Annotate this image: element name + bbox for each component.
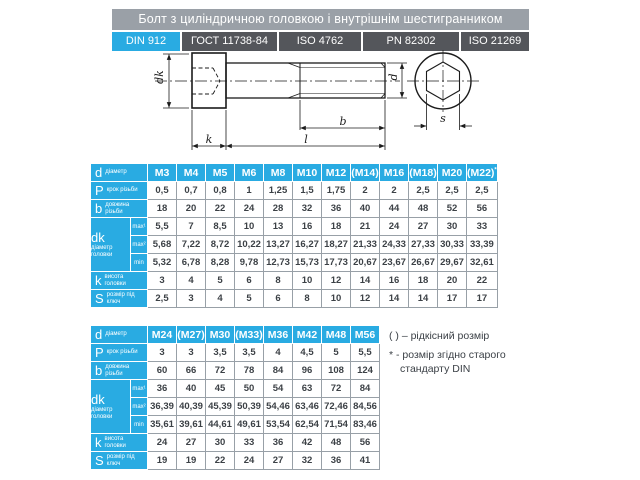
value-cell: 39,61 (177, 416, 206, 434)
value-cell: 78 (235, 362, 264, 380)
value-cell: 8,72 (206, 236, 235, 254)
standard-cell: ГОСТ 11738-84 (182, 32, 277, 51)
value-cell: 2 (380, 182, 409, 200)
size-label: M56 (354, 328, 376, 341)
size-header-cell (148, 164, 177, 182)
value-cell: 32 (293, 200, 322, 218)
value-cell: 24 (148, 434, 177, 452)
value-cell: 10 (322, 290, 351, 308)
value-cell: 28 (264, 200, 293, 218)
value-cell: 21 (351, 218, 380, 236)
row-letter: P (95, 183, 104, 198)
row-sublabel: діаметр головки (91, 406, 113, 420)
value-cell: 20 (438, 272, 467, 290)
value-cell: 22 (467, 272, 498, 290)
value-cell: 16 (293, 218, 322, 236)
row-label (91, 184, 147, 197)
row-label-cell (91, 290, 148, 308)
value-cell: 24 (235, 452, 264, 470)
value-cell: 4 (206, 290, 235, 308)
value-cell: 35,61 (148, 416, 177, 434)
row-sublabel: висота головки (104, 435, 126, 449)
size-header-cell (235, 326, 264, 344)
dim-label-l: l (304, 133, 308, 146)
value-cell: 12,73 (264, 254, 293, 272)
value-cell: 19 (148, 452, 177, 470)
size-header-cell (206, 326, 235, 344)
value-cell: 16,27 (293, 236, 322, 254)
row-label (91, 454, 147, 468)
value-cell: 23,67 (380, 254, 409, 272)
value-cell: 44 (380, 200, 409, 218)
row-letter: dk (91, 229, 105, 245)
size-label: M6 (241, 166, 257, 179)
size-header-cell (148, 326, 177, 344)
row-letter: d (95, 327, 103, 342)
value-cell: 72 (206, 362, 235, 380)
value-cell: 56 (351, 434, 380, 452)
row-label-cell (91, 326, 148, 344)
row-label-cell (91, 218, 131, 272)
value-cell: 18,27 (322, 236, 351, 254)
value-cell: 7,22 (177, 236, 206, 254)
size-label: M8 (270, 166, 286, 179)
size-label: M3 (154, 166, 170, 179)
value-cell: 40 (177, 380, 206, 398)
value-cell: 3 (177, 290, 206, 308)
value-cell: 15,73 (293, 254, 322, 272)
value-cell: 27 (177, 434, 206, 452)
dk-subrow-label: max¹ (131, 380, 148, 398)
dim-label-s: s (440, 112, 446, 125)
row-label-cell (91, 362, 148, 380)
row-label-cell (91, 164, 148, 182)
size-label: M10 (296, 166, 318, 179)
dim-label-d: d (387, 73, 400, 81)
value-cell: 2,5 (467, 182, 498, 200)
value-cell: 45 (206, 380, 235, 398)
row-label (91, 346, 147, 359)
value-cell: 4 (177, 272, 206, 290)
row-label-cell (91, 452, 148, 470)
value-cell: 0,7 (177, 182, 206, 200)
row-sublabel: діаметр головки (91, 244, 113, 258)
size-header-cell (351, 326, 380, 344)
size-header-cell (351, 164, 380, 182)
legend (389, 329, 557, 382)
value-cell: 3 (148, 272, 177, 290)
value-cell: 8 (264, 272, 293, 290)
value-cell: 29,67 (438, 254, 467, 272)
value-cell: 48 (409, 200, 438, 218)
value-cell: 54,46 (264, 398, 293, 416)
value-cell: 66 (177, 362, 206, 380)
value-cell: 2 (351, 182, 380, 200)
value-cell: 27 (264, 452, 293, 470)
value-cell: 27 (409, 218, 438, 236)
size-note: * (494, 167, 497, 173)
size-label: (M22) (467, 166, 495, 179)
value-cell: 27,33 (409, 236, 438, 254)
row-sublabel: діаметр (105, 331, 127, 338)
dk-subrow-label: min (131, 416, 148, 434)
value-cell: 33 (235, 434, 264, 452)
value-cell: 42 (293, 434, 322, 452)
value-cell: 14 (380, 290, 409, 308)
value-cell: 60 (148, 362, 177, 380)
value-cell: 17 (438, 290, 467, 308)
row-label (91, 328, 147, 341)
value-cell: 5,5 (148, 218, 177, 236)
value-cell: 33,39 (467, 236, 498, 254)
size-label: M48 (325, 328, 347, 341)
value-cell: 84 (264, 362, 293, 380)
value-cell: 36 (148, 380, 177, 398)
value-cell: 0,8 (206, 182, 235, 200)
value-cell: 72 (322, 380, 351, 398)
size-header-cell (264, 326, 293, 344)
value-cell: 2,5 (438, 182, 467, 200)
row-label-cell (91, 200, 148, 218)
value-cell: 40 (351, 200, 380, 218)
size-label: M36 (267, 328, 289, 341)
size-label: M24 (151, 328, 173, 341)
value-cell: 50,39 (235, 398, 264, 416)
value-cell: 84 (351, 380, 380, 398)
size-header-cell (293, 164, 322, 182)
size-header-cell (235, 164, 264, 182)
value-cell: 13,27 (264, 236, 293, 254)
value-cell: 22 (206, 452, 235, 470)
row-sublabel: розмір під ключ (106, 291, 135, 305)
bolt-drawing (85, 50, 555, 162)
row-label (91, 274, 147, 288)
value-cell: 32 (293, 452, 322, 470)
size-label: M42 (296, 328, 318, 341)
value-cell: 1,25 (264, 182, 293, 200)
size-header-cell (322, 164, 351, 182)
value-cell: 32,61 (467, 254, 498, 272)
value-cell: 124 (351, 362, 380, 380)
row-label (91, 436, 147, 450)
value-cell: 20,67 (351, 254, 380, 272)
row-letter: dk (91, 391, 105, 407)
value-cell: 71,54 (322, 416, 351, 434)
value-cell: 54 (264, 380, 293, 398)
value-cell: 45,39 (206, 398, 235, 416)
value-cell: 19 (177, 452, 206, 470)
product-header (112, 9, 529, 51)
value-cell: 96 (293, 362, 322, 380)
value-cell: 18 (148, 200, 177, 218)
value-cell: 62,54 (293, 416, 322, 434)
value-cell: 24,33 (380, 236, 409, 254)
value-cell: 21,33 (351, 236, 380, 254)
value-cell: 36 (322, 452, 351, 470)
dim-label-k: k (205, 133, 213, 146)
value-cell: 5 (206, 272, 235, 290)
value-cell: 6,78 (177, 254, 206, 272)
value-cell: 12 (322, 272, 351, 290)
page-title: Болт з циліндричною головкою і внутрішнім шестигранником (112, 9, 529, 30)
value-cell: 41 (351, 452, 380, 470)
dk-subrow-label: max² (131, 398, 148, 416)
value-cell: 13 (264, 218, 293, 236)
value-cell: 4 (264, 344, 293, 362)
bolt-shaft (226, 63, 385, 98)
value-cell: 72,46 (322, 398, 351, 416)
value-cell: 33 (467, 218, 498, 236)
value-cell: 24 (235, 200, 264, 218)
value-cell: 18 (409, 272, 438, 290)
row-label (91, 166, 147, 179)
size-label: M4 (183, 166, 199, 179)
value-cell: 49,61 (235, 416, 264, 434)
row-sublabel: довжина різьби (105, 201, 130, 215)
row-letter: d (95, 165, 103, 180)
value-cell: 36 (322, 200, 351, 218)
row-letter: P (95, 345, 104, 360)
size-header-cell (380, 164, 409, 182)
standard-cell: ISO 21269 (461, 32, 529, 51)
value-cell: 3,5 (235, 344, 264, 362)
size-label: M30 (209, 328, 231, 341)
value-cell: 8,28 (206, 254, 235, 272)
row-label-cell (91, 272, 148, 290)
value-cell: 17 (467, 290, 498, 308)
value-cell: 4,5 (293, 344, 322, 362)
value-cell: 10 (235, 218, 264, 236)
value-cell: 7 (177, 218, 206, 236)
row-label (91, 292, 147, 306)
value-cell: 22 (206, 200, 235, 218)
value-cell: 30 (206, 434, 235, 452)
row-sublabel: розмір під ключ (106, 453, 135, 467)
value-cell: 2,5 (148, 290, 177, 308)
value-cell: 10,22 (235, 236, 264, 254)
size-header-cell (177, 164, 206, 182)
row-sublabel: діаметр (105, 169, 127, 176)
size-label: M20 (441, 166, 463, 179)
standard-cell: ISO 4762 (279, 32, 361, 51)
value-cell: 36 (264, 434, 293, 452)
value-cell: 17,73 (322, 254, 351, 272)
value-cell: 30 (438, 218, 467, 236)
value-cell: 108 (322, 362, 351, 380)
value-cell: 6 (264, 290, 293, 308)
size-label: (M33) (235, 328, 263, 341)
value-cell: 12 (351, 290, 380, 308)
value-cell: 3 (148, 344, 177, 362)
row-label-cell (91, 182, 148, 200)
value-cell: 40,39 (177, 398, 206, 416)
size-label: (M14) (351, 166, 379, 179)
value-cell: 83,46 (351, 416, 380, 434)
row-label-cell (91, 344, 148, 362)
size-header-cell (293, 326, 322, 344)
size-header-cell (206, 164, 235, 182)
size-label: (M27) (177, 328, 205, 341)
standards-row (112, 32, 529, 51)
size-label: (M18) (409, 166, 437, 179)
legend-item: ( ) – рідкісний розмір (389, 330, 490, 342)
dim-label-dk: dk (153, 70, 166, 84)
size-table-large (90, 325, 380, 470)
value-cell: 18 (322, 218, 351, 236)
value-cell: 1 (235, 182, 264, 200)
legend-item: * - розмір згідно старого стандарту DIN (389, 349, 506, 376)
value-cell: 56 (467, 200, 498, 218)
size-header-cell (177, 326, 206, 344)
value-cell: 10 (293, 272, 322, 290)
row-letter: S (95, 291, 104, 306)
size-label: M16 (383, 166, 405, 179)
value-cell: 8 (293, 290, 322, 308)
row-letter: b (95, 363, 103, 378)
value-cell: 5 (235, 290, 264, 308)
size-header-cell (438, 164, 467, 182)
size-header-cell (322, 326, 351, 344)
value-cell: 8,5 (206, 218, 235, 236)
row-sublabel: довжина різьби (105, 363, 130, 377)
size-header-cell (264, 164, 293, 182)
value-cell: 63 (293, 380, 322, 398)
size-header-cell (467, 164, 498, 182)
row-label-cell (91, 434, 148, 452)
value-cell: 1,5 (293, 182, 322, 200)
dk-subrow-label: max¹ (131, 218, 148, 236)
value-cell: 48 (322, 434, 351, 452)
value-cell: 14 (409, 290, 438, 308)
value-cell: 53,54 (264, 416, 293, 434)
value-cell: 1,75 (322, 182, 351, 200)
value-cell: 3 (177, 344, 206, 362)
standard-cell: DIN 912 (112, 32, 180, 51)
standard-cell: PN 82302 (363, 32, 459, 51)
row-label-cell (91, 380, 131, 434)
bolt-head (192, 53, 226, 108)
value-cell: 5,5 (351, 344, 380, 362)
value-cell: 30,33 (438, 236, 467, 254)
value-cell: 26,67 (409, 254, 438, 272)
dim-label-b: b (339, 115, 347, 128)
value-cell: 50 (235, 380, 264, 398)
value-cell: 9,78 (235, 254, 264, 272)
value-cell: 52 (438, 200, 467, 218)
row-letter: b (95, 201, 103, 216)
value-cell: 0,5 (148, 182, 177, 200)
value-cell: 24 (380, 218, 409, 236)
row-sublabel: висота головки (104, 273, 126, 287)
row-sublabel: крок різьби (106, 349, 138, 356)
value-cell: 84,56 (351, 398, 380, 416)
dk-subrow-label: min (131, 254, 148, 272)
value-cell: 44,61 (206, 416, 235, 434)
value-cell: 16 (380, 272, 409, 290)
row-label (91, 364, 147, 378)
value-cell: 6 (235, 272, 264, 290)
value-cell: 5,68 (148, 236, 177, 254)
row-letter: S (95, 453, 104, 468)
size-table-small (90, 163, 498, 308)
value-cell: 5,32 (148, 254, 177, 272)
row-letter: k (95, 273, 102, 288)
value-cell: 63,46 (293, 398, 322, 416)
value-cell: 5 (322, 344, 351, 362)
size-label: M5 (212, 166, 228, 179)
row-sublabel: крок різьби (106, 187, 138, 194)
value-cell: 14 (351, 272, 380, 290)
size-header-cell (409, 164, 438, 182)
size-label: M12 (325, 166, 347, 179)
dk-subrow-label: max² (131, 236, 148, 254)
row-letter: k (95, 435, 102, 450)
bolt-side-view (155, 53, 400, 108)
row-label (91, 202, 147, 216)
value-cell: 2,5 (409, 182, 438, 200)
value-cell: 36,39 (148, 398, 177, 416)
value-cell: 3,5 (206, 344, 235, 362)
value-cell: 20 (177, 200, 206, 218)
